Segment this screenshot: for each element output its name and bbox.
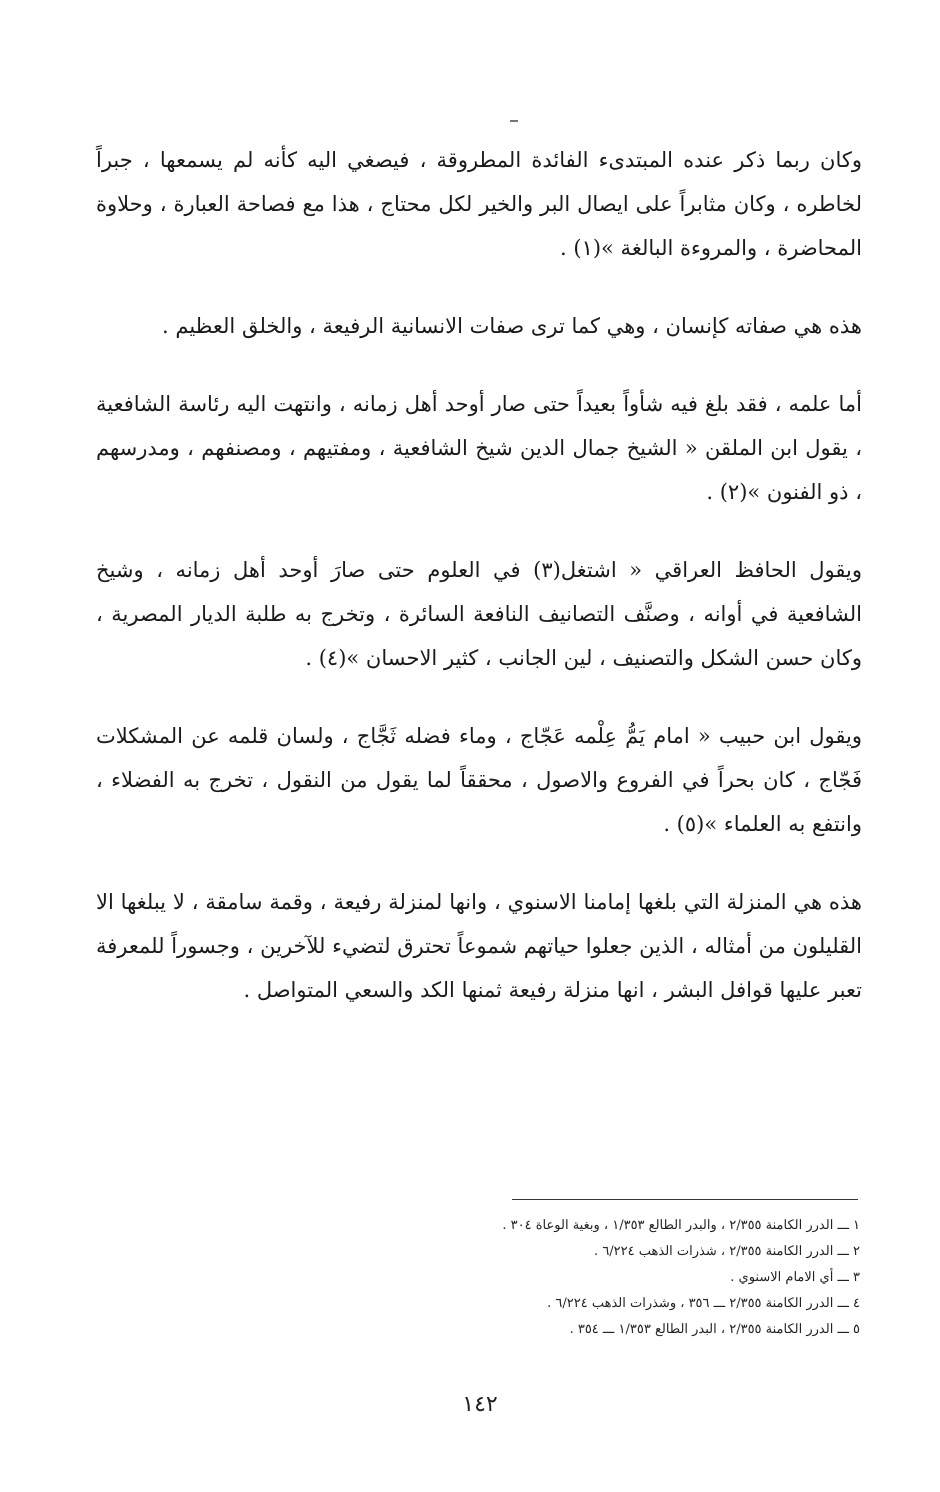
- paragraph: أما علمه ، فقد بلغ فيه شأواً بعيداً حتى صار أوحد أهل زمانه ، وانتهت اليه رئاسة الشافعية ، يقول ابن الملقن « الشيخ جمال الدين شيخ الشافعية ، ومفتيهم ، ومصنفهم ، ومدرسهم ، ذو الفنون »(٢) .: [96, 392, 862, 504]
- footnote: ١ ـــ الدرر الكامنة ٢/٣٥٥ ، والبدر الطالع ١/٣٥٣ ، وبغية الوعاة ٣٠٤ .: [502, 1218, 860, 1233]
- body-text: [96, 138, 862, 1046]
- footnotes: [360, 1213, 860, 1343]
- footnote: ٣ ـــ أي الامام الاسنوي .: [730, 1270, 860, 1285]
- top-mark: [510, 120, 518, 122]
- footnote: ٥ ـــ الدرر الكامنة ٢/٣٥٥ ، البدر الطالع ١/٣٥٣ ـــ ٣٥٤ .: [569, 1322, 860, 1337]
- paragraph: ويقول الحافظ العراقي « اشتغل(٣) في العلوم حتى صارَ أوحد أهل زمانه ، وشيخ الشافعية في أوانه ، وصنَّف التصانيف النافعة السائرة ، وتخرج به طلبة الديار المصرية ، وكان حسن الشكل والتصنيف ، لين الجانب ، كثير الاحسان »(٤) .: [96, 558, 863, 670]
- paragraph: هذه هي المنزلة التي بلغها إمامنا الاسنوي ، وانها لمنزلة رفيعة ، وقمة سامقة ، لا يبلغها الا القليلون من أمثاله ، الذين جعلوا حياتهم شموعاً تحترق لتضيء للآخرين ، وجسوراً للمعرفة تعبر عليها قوافل البشر ، انها منزلة رفيعة ثمنها الكد والسعي المتواصل .: [96, 890, 862, 1002]
- footnote: ٤ ـــ الدرر الكامنة ٢/٣٥٥ ـــ ٣٥٦ ، وشذرات الذهب ٦/٢٢٤ .: [547, 1296, 860, 1311]
- paragraph: هذه هي صفاته كإنسان ، وهي كما ترى صفات الانسانية الرفيعة ، والخلق العظيم .: [162, 314, 862, 338]
- footnote-divider: [512, 1199, 858, 1200]
- page-number: ١٤٢: [462, 1392, 498, 1417]
- paragraph: وكان ربما ذكر عنده المبتدىء الفائدة المطروقة ، فيصغي اليه كأنه لم يسمعها ، جبراً لخاطره ، وكان مثابراً على ايصال البر والخير لكل محتاج ، هذا مع فصاحة العبارة ، وحلاوة المحاضرة ، والمروءة البالغة »(١) .: [96, 148, 862, 260]
- paragraph: ويقول ابن حبيب « امام يَمُّ عِلْمه عَجّاج ، وماء فضله ثَجَّاج ، ولسان قلمه عن المشكلات فَجّاج ، كان بحراً في الفروع والاصول ، محققاً لما يقول من النقول ، تخرج به الفضلاء ، وانتفع به العلماء »(٥) .: [96, 724, 862, 836]
- footnote: ٢ ـــ الدرر الكامنة ٢/٣٥٥ ، شذرات الذهب ٦/٢٢٤ .: [594, 1244, 860, 1259]
